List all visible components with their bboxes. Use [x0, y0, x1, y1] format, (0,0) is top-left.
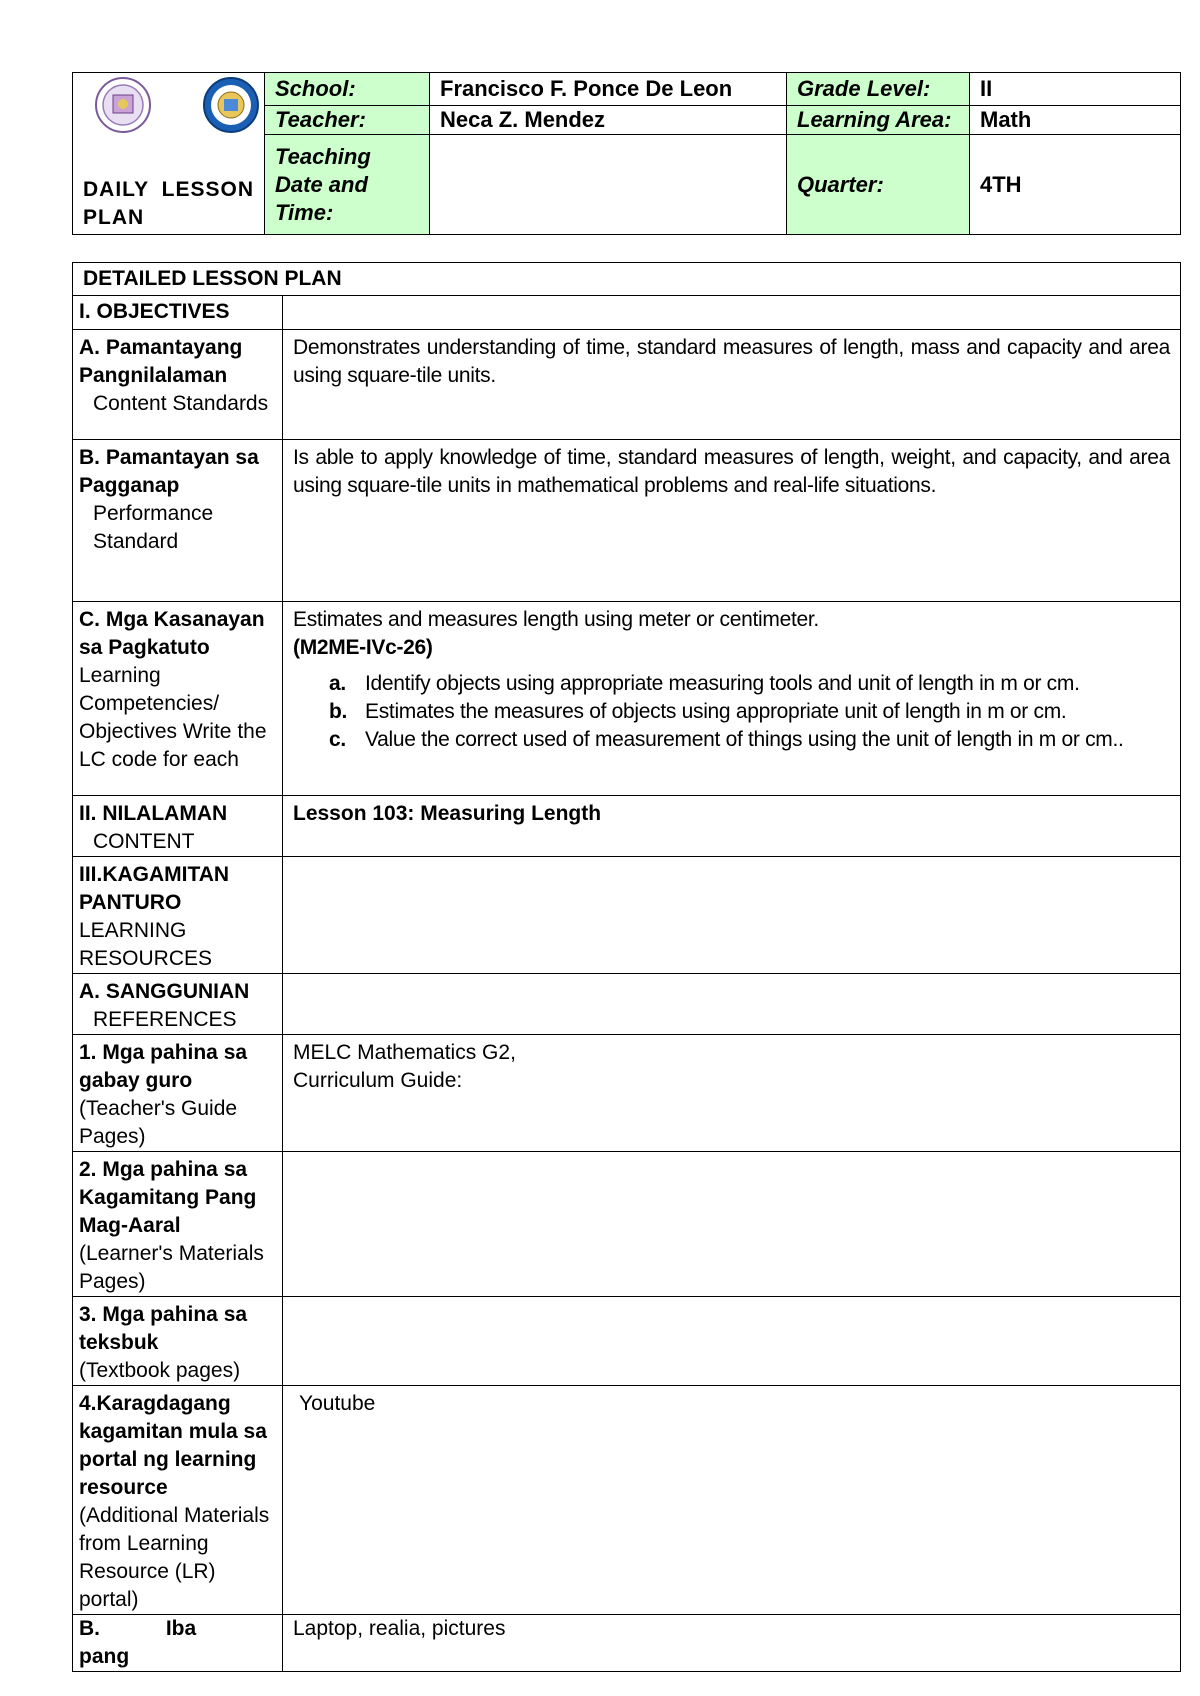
area-label: Learning Area: [787, 106, 970, 135]
lr-portal-label-sub: (Additional Materials from Learning Resource (LR) portal) [79, 1504, 270, 1611]
teachers-guide-label-sub: (Teacher's Guide Pages) [79, 1097, 238, 1148]
detailed-lesson-table [72, 262, 1181, 1672]
resources-label [73, 857, 283, 974]
resources-value [283, 857, 1181, 974]
logos [83, 77, 261, 137]
references-label-bold: A. SANGGUNIAN [79, 980, 250, 1003]
references-label [73, 974, 283, 1035]
list-item [329, 726, 1170, 754]
grade-label: Grade Level: [787, 73, 970, 106]
competencies-label [73, 602, 283, 796]
lr-portal-text: Youtube [283, 1386, 1181, 1615]
list-item [329, 698, 1170, 726]
textbook-label-sub: (Textbook pages) [79, 1359, 241, 1382]
area-value: Math [970, 106, 1181, 135]
textbook-value [283, 1297, 1181, 1386]
competencies-label-bold: C. Mga Kasanayan sa Pagkatuto [79, 608, 265, 659]
content-label-sub: CONTENT [93, 830, 195, 853]
quarter-value: 4TH [970, 135, 1181, 235]
competencies-label-sub: Learning Competencies/ Objectives Write the LC code for each [79, 664, 267, 771]
teachers-guide-line1: MELC Mathematics G2, [293, 1041, 516, 1064]
performance-standard-label [73, 440, 283, 602]
learners-materials-value [283, 1152, 1181, 1297]
resources-label-bold: III.KAGAMITAN PANTURO [79, 863, 230, 914]
date-value [430, 135, 787, 235]
list-item-text: Identify objects using appropriate measuring tools and unit of length in m or cm. [365, 672, 1080, 695]
performance-standard-label-bold: B. Pamantayan sa Pagganap [79, 446, 259, 497]
deped-seal-icon [96, 78, 150, 132]
learners-materials-label [73, 1152, 283, 1297]
list-item [329, 670, 1170, 698]
list-item-text: Estimates the measures of objects using appropriate unit of length in m or cm. [365, 700, 1067, 723]
school-value: Francisco F. Ponce De Leon [430, 73, 787, 106]
lr-portal-label-bold: 4.Karagdagang kagamitan mula sa portal ng learning resource [79, 1392, 267, 1499]
header-table [72, 72, 1181, 235]
references-label-sub: REFERENCES [93, 1008, 237, 1031]
content-standards-label-bold: A. Pamantayang Pangnilalaman [79, 336, 243, 387]
title-plan: PLAN [83, 206, 145, 229]
detail-title: DETAILED LESSON PLAN [73, 263, 1181, 296]
performance-standard-text: Is able to apply knowledge of time, standard measures of length, weight, and capacity, and area using square-tile units in mathematical problems and real-life situations. [283, 440, 1181, 602]
lr-portal-label [73, 1386, 283, 1615]
competencies-code: (M2ME-IVc-26) [293, 636, 433, 659]
objectives-list [293, 670, 1170, 754]
content-label [73, 796, 283, 857]
content-text: Lesson 103: Measuring Length [283, 796, 1181, 857]
dlp-title [83, 176, 254, 232]
content-standards-label-sub: Content Standards [93, 392, 269, 415]
textbook-label [73, 1297, 283, 1386]
teachers-guide-label [73, 1035, 283, 1152]
objectives-value [283, 296, 1181, 330]
performance-standard-label-sub: Performance Standard [93, 502, 214, 553]
other-resources-text: Laptop, realia, pictures [283, 1615, 1181, 1672]
division-seal-icon [204, 78, 258, 132]
content-standards-label [73, 330, 283, 440]
content-label-bold: II. NILALAMAN [79, 802, 228, 825]
competencies-text-cell [283, 602, 1181, 796]
date-label: Teaching Date and Time: [265, 135, 430, 235]
teacher-label: Teacher: [265, 106, 430, 135]
list-marker: a. [329, 672, 346, 695]
competencies-text: Estimates and measures length using meter or centimeter. [293, 608, 819, 631]
school-label: School: [265, 73, 430, 106]
content-standards-text: Demonstrates understanding of time, standard measures of length, mass and capacity and area using square-tile units. [283, 330, 1181, 440]
list-marker: c. [329, 728, 346, 751]
logo-title-cell [73, 73, 265, 235]
other-resources-label: B. Iba pang [73, 1615, 283, 1672]
quarter-label: Quarter: [787, 135, 970, 235]
learners-materials-label-bold: 2. Mga pahina sa Kagamitang Pang Mag-Aaral [79, 1158, 257, 1237]
teachers-guide-label-bold: 1. Mga pahina sa gabay guro [79, 1041, 248, 1092]
list-marker: b. [329, 700, 348, 723]
teachers-guide-text [283, 1035, 1181, 1152]
grade-value: II [970, 73, 1181, 106]
title-daily: DAILY [83, 178, 150, 201]
title-lesson: LESSON [161, 178, 254, 201]
learners-materials-label-sub: (Learner's Materials Pages) [79, 1242, 264, 1293]
references-value [283, 974, 1181, 1035]
objectives-label: I. OBJECTIVES [73, 296, 283, 330]
list-item-text: Value the correct used of measurement of things using the unit of length in m or cm.. [365, 728, 1124, 751]
teacher-value: Neca Z. Mendez [430, 106, 787, 135]
textbook-label-bold: 3. Mga pahina sa teksbuk [79, 1303, 248, 1354]
resources-label-sub: LEARNING RESOURCES [79, 919, 213, 970]
teachers-guide-line2: Curriculum Guide: [293, 1069, 463, 1092]
